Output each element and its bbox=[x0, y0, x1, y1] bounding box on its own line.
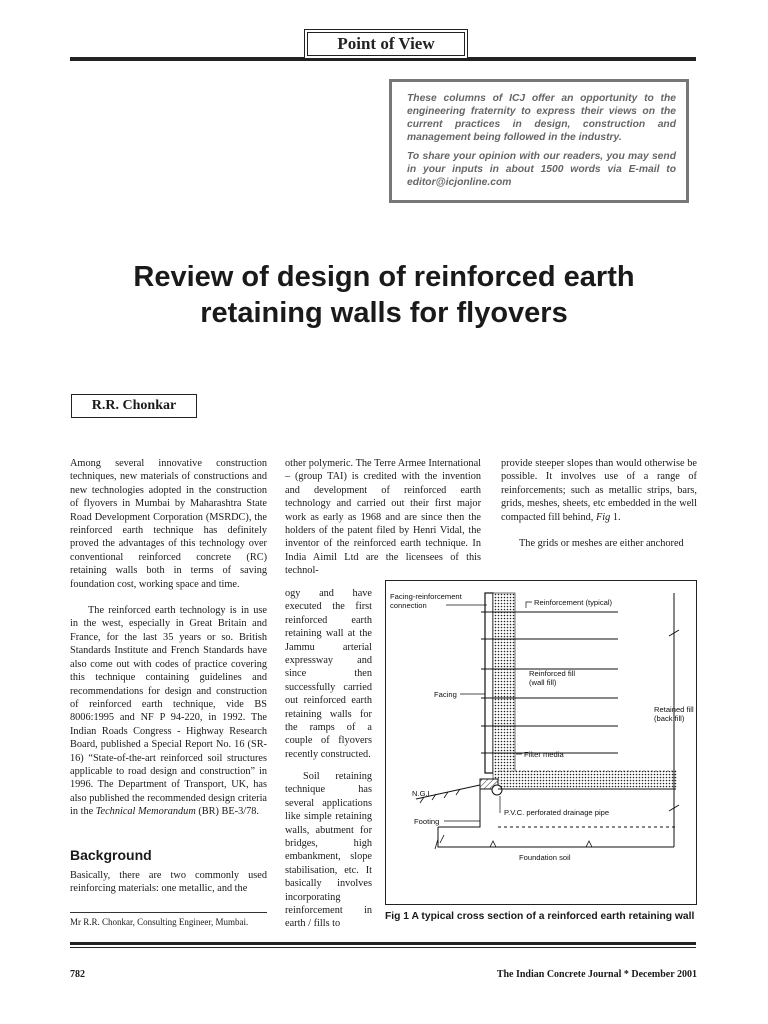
col2-top-text: other polymeric. The Terre Armee International – (group TAI) is credited with the invention and development of reinforced earth technology and carried out their first major work as early as 1968 and are since then the holders of the patent filed by Henri Vidal, the inventor of the reinforced earth technique. In India Aimil Ltd are the licensees of this technol- bbox=[285, 458, 481, 577]
col1-paragraph-2 bbox=[70, 604, 267, 819]
footer-rule bbox=[70, 942, 696, 945]
col2-narrow-text: ogy and have executed the first reinforced earth retaining wall at the Jammu arterial expressway and since then successfully carried out reinforced earth retaining walls for the ramps of a couple of flyovers recently constructed. bbox=[285, 588, 372, 760]
intro-box bbox=[389, 79, 689, 203]
intro-para-1: These columns of ICJ offer an opportunity to the engineering fraternity to express their views on the current practices in design, construction and management being followed in the industry. bbox=[407, 93, 676, 143]
col3-fig-ref: Fig bbox=[595, 511, 611, 523]
author-footnote: Mr R.R. Chonkar, Consulting Engineer, Mumbai. bbox=[70, 917, 249, 927]
author-name: R.R. Chonkar bbox=[91, 398, 177, 413]
label-retained-fill-2: (back fill) bbox=[654, 714, 685, 723]
page-number: 782 bbox=[70, 969, 85, 980]
label-facing-connection-1: Facing-reinforcement bbox=[390, 592, 462, 601]
break-mark-base3 bbox=[586, 841, 592, 847]
label-ngl: N.G.L bbox=[412, 789, 432, 798]
label-facing-connection-2: connection bbox=[390, 601, 427, 610]
drainage-band bbox=[499, 771, 677, 789]
col3-paragraph-1 bbox=[501, 457, 697, 524]
facing-panel bbox=[485, 593, 493, 773]
author-box bbox=[71, 394, 197, 418]
col1-p2-italic: Technical Memorandum bbox=[95, 806, 196, 818]
footer-rule-thin bbox=[70, 947, 696, 948]
background-heading: Background bbox=[70, 847, 152, 863]
journal-name: The Indian Concrete Journal * December 2001 bbox=[496, 969, 697, 980]
figure-1-frame bbox=[385, 580, 697, 905]
col3-paragraph-2: The grids or meshes are either anchored bbox=[519, 538, 684, 550]
section-label: Point of View bbox=[337, 34, 435, 53]
article-title-line-1: Review of design of reinforced earth bbox=[133, 261, 635, 293]
label-reinforced-fill-1: Reinforced fill bbox=[529, 669, 576, 678]
section-label-box bbox=[304, 29, 468, 59]
label-facing: Facing bbox=[434, 690, 457, 699]
col1-p2-text: The reinforced earth technology is in use in the west, especially in Great Britain and France, for the last 35 years or so. British Standards Institute and French Standards have also come out with codes of practice covering this technique containing guidelines and recommendations for design and construction of reinforced earth technique, vide BS 8006:1995 and NF P 94-220, in 1992. The Indian Roads Congress - Highway Research Board, published a Special Report No. 16 (SR-16) “State-of-the-art reinforced soil structures applicable to road design and construction” in 1996. The Department of Transport, UK, has also published the recommended design criteria in the bbox=[70, 605, 267, 818]
label-drainage-pipe: P.V.C. perforated drainage pipe bbox=[504, 808, 610, 817]
column-1 bbox=[70, 457, 267, 819]
label-footing: Footing bbox=[414, 817, 440, 826]
intro-para-2: To share your opinion with our readers, you may send in your inputs in about 1500 words via E-mail to editor@icjonline.com bbox=[407, 151, 676, 188]
figure-1-caption: Fig 1 A typical cross section of a reinforced earth retaining wall bbox=[385, 911, 695, 922]
foundation-outline bbox=[438, 827, 674, 847]
column-3 bbox=[501, 457, 697, 550]
label-retained-fill-1: Retained fill bbox=[654, 705, 694, 714]
figure-1-diagram bbox=[386, 581, 696, 904]
col3-p1-text: provide steeper slopes than would otherwise be possible. It involves use of a range of reinforcements; such as metallic strips, bars, grids, meshes, sheets, etc embedded in the well compacted fill behind, bbox=[501, 458, 697, 523]
footnote-rule bbox=[70, 912, 267, 913]
label-reinforced-fill-2: (wall fill) bbox=[529, 678, 557, 687]
label-foundation-soil: Foundation soil bbox=[519, 853, 571, 862]
filter-media bbox=[493, 593, 515, 779]
col1-p2-text-end: (BR) BE-3/78. bbox=[195, 806, 259, 818]
break-mark-base2 bbox=[490, 841, 496, 847]
col2-narrow-text-2: Soil retaining technique has several applications like simple retaining walls, abutment for bridges, high embankment, slope stabilisation, etc. It basically involves incorporating reinforcement in earth / fills to bbox=[285, 771, 372, 930]
drainage-pipe bbox=[492, 785, 502, 795]
col1-paragraph-1: Among several innovative construction techniques, new materials of constructions and new technologies adopted in the construction of flyovers in Mumbai by Maharashtra State Road Development Corporation (MSRDC), the reinforced earth technique has definitely proved the advantages of this technology over conventional reinforced concrete (RC) retaining walls both in terms of saving foundation cost, working space and time. bbox=[70, 458, 267, 590]
article-title-line-2: retaining walls for flyovers bbox=[200, 297, 568, 329]
col1-background-text: Basically, there are two commonly used reinforcing materials: one metallic, and the bbox=[70, 870, 267, 895]
label-reinforcement: Reinforcement (typical) bbox=[534, 598, 613, 607]
article-title bbox=[80, 259, 688, 331]
label-filter-media: Filter media bbox=[524, 750, 564, 759]
col3-p1-end: 1. bbox=[610, 511, 621, 523]
